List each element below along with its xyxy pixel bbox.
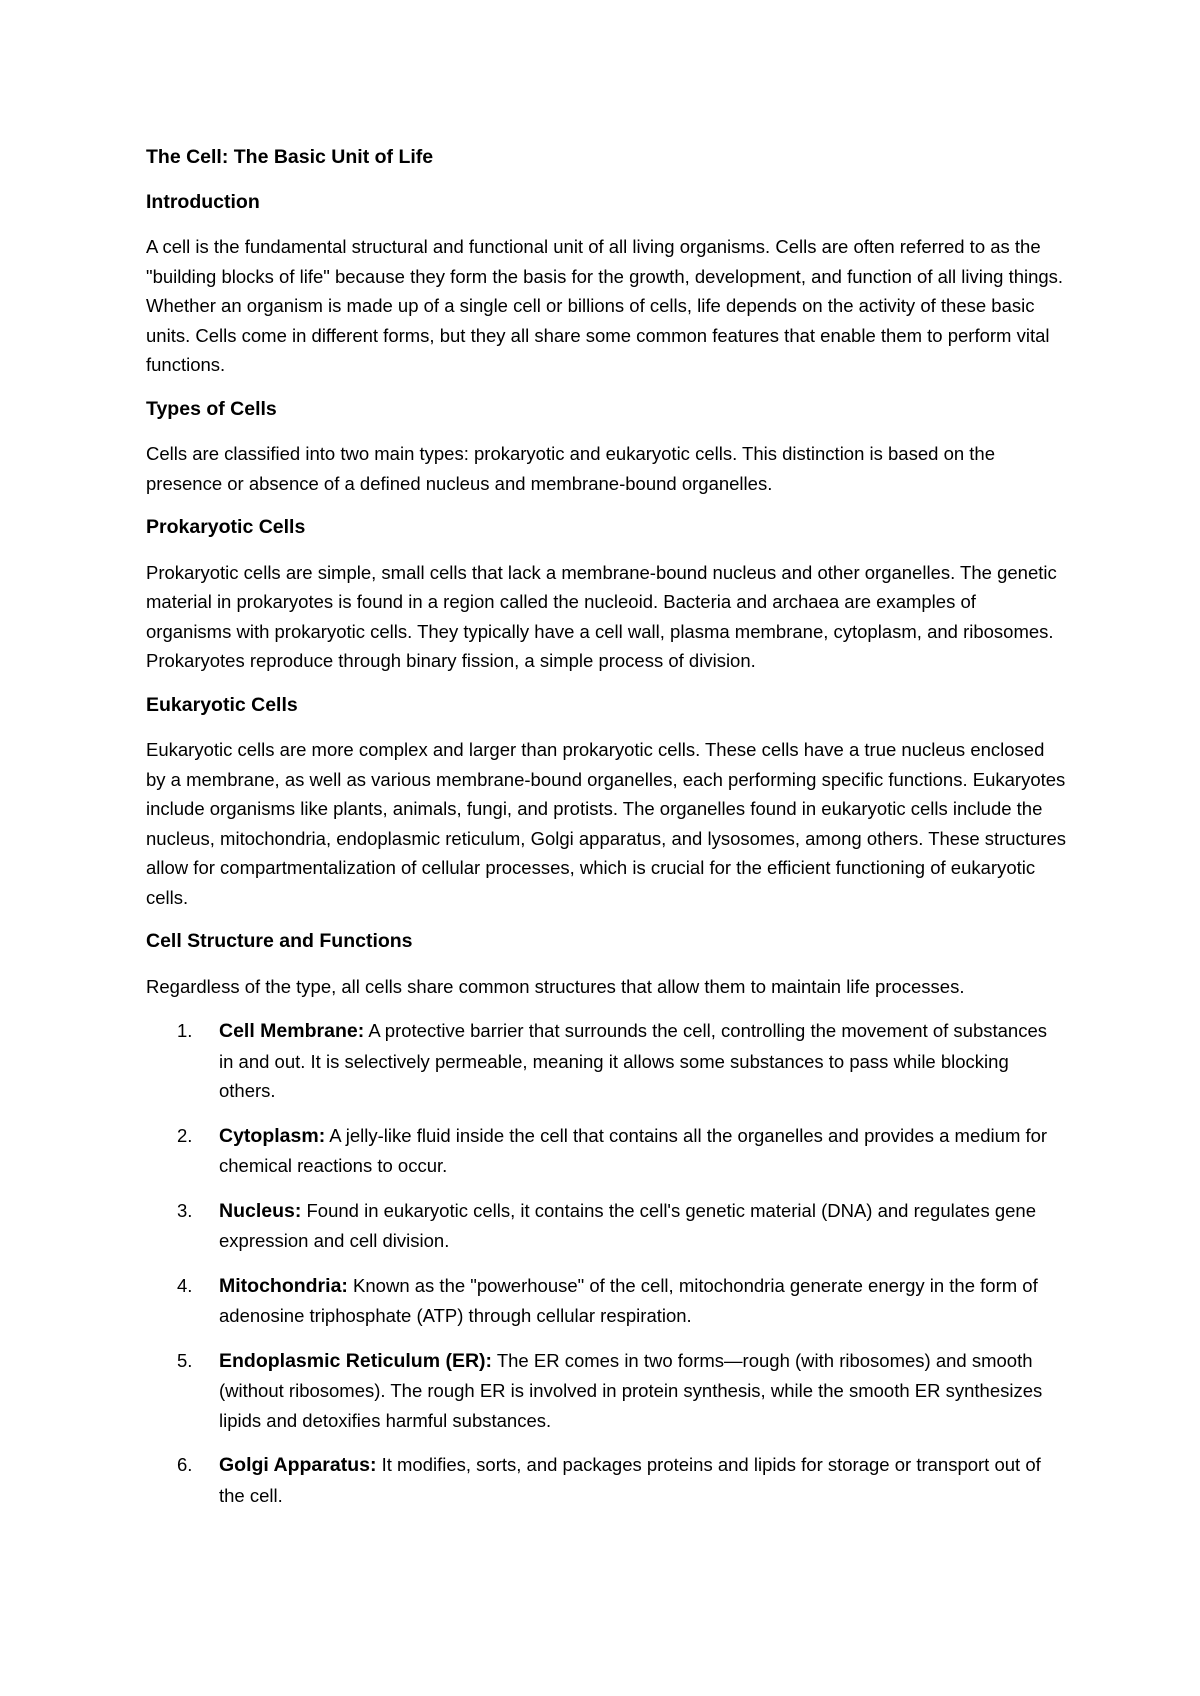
list-description: A jelly-like fluid inside the cell that contains all the organelles and provides a medium for chemical reactions to occur. (219, 1124, 1048, 1176)
structure-list (146, 1016, 1066, 1510)
list-number: 3. (177, 1199, 193, 1221)
list-item (146, 1271, 1066, 1331)
list-description: Known as the "powerhouse" of the cell, mitochondria generate energy in the form of adenosine triphosphate (ATP) through cellular respiration. (219, 1274, 1038, 1326)
list-number: 2. (177, 1124, 193, 1146)
section-heading-introduction: Introduction (146, 190, 260, 213)
list-term: Mitochondria: (219, 1274, 348, 1297)
document-body (146, 143, 1066, 1525)
section-heading-prokaryotic: Prokaryotic Cells (146, 516, 306, 538)
list-number: 1. (177, 1020, 193, 1041)
list-number: 5. (177, 1349, 193, 1371)
list-term: Nucleus: (219, 1199, 302, 1222)
list-term: Cytoplasm: (219, 1124, 326, 1147)
paragraph-structure: Regardless of the type, all cells share common structures that allow them to maintain life processes. (146, 975, 965, 997)
list-description: The ER comes in two forms—rough (with ribosomes) and smooth (without ribosomes). The rough ER is involved in protein synthesis, while the smooth ER synthesizes lipids and detoxifies harmful substances. (219, 1349, 1043, 1431)
list-number: 4. (177, 1274, 193, 1296)
list-description: Found in eukaryotic cells, it contains the cell's genetic material (DNA) and regulates gene expression and cell division. (219, 1199, 1037, 1251)
list-item (146, 1450, 1066, 1510)
list-term: Endoplasmic Reticulum (ER): (219, 1349, 493, 1372)
list-term: Cell Membrane: (219, 1020, 365, 1042)
list-description: It modifies, sorts, and packages proteins and lipids for storage or transport out of the cell. (219, 1454, 1041, 1506)
section-heading-structure: Cell Structure and Functions (146, 930, 413, 952)
list-item (146, 1196, 1066, 1256)
document-title: The Cell: The Basic Unit of Life (146, 146, 434, 168)
list-term: Golgi Apparatus: (219, 1454, 377, 1476)
section-heading-types: Types of Cells (146, 397, 277, 420)
paragraph-types: Cells are classified into two main types: prokaryotic and eukaryotic cells. This distinction is based on the presence or absence of a defined nucleus and membrane-bound organelles. (146, 443, 996, 494)
list-description: A protective barrier that surrounds the cell, controlling the movement of substances in and out. It is selectively permeable, meaning it allows some substances to pass while blocking others. (219, 1020, 1048, 1101)
list-number: 6. (177, 1454, 193, 1475)
paragraph-prokaryotic: Prokaryotic cells are simple, small cells that lack a membrane-bound nucleus and other organelles. The genetic material in prokaryotes is found in a region called the nucleoid. Bacteria and archaea are examples of organisms with prokaryotic cells. They typically have a cell wall, plasma membrane, cytoplasm, and ribosomes. Prokaryotes reproduce through binary fission, a simple process of division. (146, 561, 1057, 671)
list-item (146, 1346, 1066, 1436)
list-item (146, 1121, 1066, 1181)
list-item (146, 1016, 1066, 1106)
section-heading-eukaryotic: Eukaryotic Cells (146, 693, 298, 716)
paragraph-eukaryotic: Eukaryotic cells are more complex and larger than prokaryotic cells. These cells have a true nucleus enclosed by a membrane, as well as various membrane-bound organelles, each performing specific functions. Eukaryotes include organisms like plants, animals, fungi, and protists. The organelles found in eukaryotic cells include the nucleus, mitochondria, endoplasmic reticulum, Golgi apparatus, and lysosomes, among others. These structures allow for compartmentalization of cellular processes, which is crucial for the efficient functioning of eukaryotic cells. (146, 739, 1066, 908)
paragraph-introduction: A cell is the fundamental structural and functional unit of all living organisms. Cells are often referred to as the "building blocks of life" because they form the basis for the growth, development, and function of all living things. Whether an organism is made up of a single cell or billions of cells, life depends on the activity of these basic units. Cells come in different forms, but they all share some common features that enable them to perform vital functions. (146, 236, 1064, 375)
